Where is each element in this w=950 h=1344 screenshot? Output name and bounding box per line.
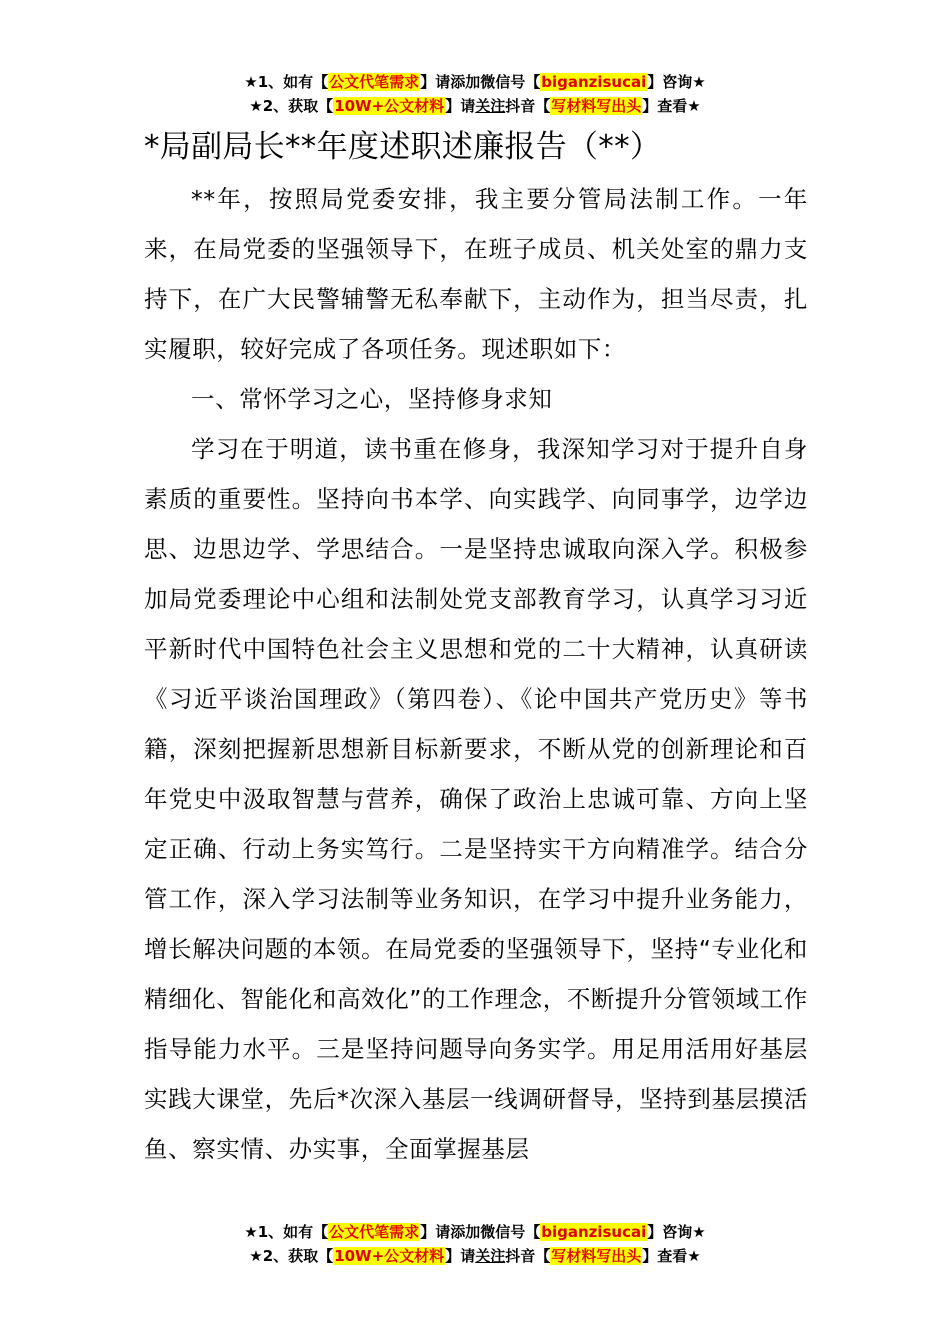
promo-text: 】请添加微信号【 (420, 1223, 541, 1241)
promo-text: ★1、如有【 (244, 1223, 329, 1241)
promo-line-2 (0, 94, 950, 118)
promo-text: 】请 (445, 1247, 476, 1265)
promo-banner-top (0, 70, 950, 118)
promo-highlight-wechat: biganzisucai (541, 1223, 647, 1241)
promo-line-1 (0, 1220, 950, 1244)
promo-underlined-text: 关注 (475, 97, 506, 115)
promo-text: ★2、获取【 (249, 1247, 334, 1265)
promo-highlight: 公文代笔需求 (329, 1223, 420, 1241)
body-paragraph: 学习在于明道，读书重在修身，我深知学习对于提升自身素质的重要性。坚持向书本学、向实践学、向同事学，边学边思、边思边学、学思结合。一是坚持忠诚取向深入学。积极参加局党委理论中心组和法制处党支部教育学习，认真学习习近平新时代中国特色社会主义思想和党的二十大精神，认真研读《习近平谈治国理政》（第四卷）、《论中国共产党历史》等书籍，深刻把握新思想新目标新要求，不断从党的创新理论和百年党史中汲取智慧与营养，确保了政治上忠诚可靠、方向上坚定正确、行动上务实笃行。二是坚持实干方向精准学。结合分管工作，深入学习法制等业务知识，在学习中提升业务能力，增长解决问题的本领。在局党委的坚强领导下，坚持“专业化和精细化、智能化和高效化”的工作理念，不断提升分管领域工作指导能力水平。三是坚持问题导向务实学。用足用活用好基层实践大课堂，先后*次深入基层一线调研督导，坚持到基层摸活鱼、察实情、办实事，全面掌握基层 (144, 435, 808, 1163)
promo-text: 抖音【 (505, 97, 551, 115)
promo-text: 】查看★ (642, 97, 701, 115)
promo-highlight-wechat: biganzisucai (541, 73, 647, 91)
promo-line-1 (0, 70, 950, 94)
promo-highlight: 公文代笔需求 (329, 73, 420, 91)
promo-text: ★1、如有【 (244, 73, 329, 91)
promo-highlight-douyin: 写材料写出头 (551, 97, 642, 115)
promo-highlight: 10W+公文材料 (334, 97, 445, 115)
document-title: *局副局长**年度述职述廉报告（**） (144, 129, 662, 165)
promo-banner-bottom (0, 1220, 950, 1268)
promo-highlight: 10W+公文材料 (334, 1247, 445, 1265)
promo-line-2 (0, 1244, 950, 1268)
promo-text: 】请添加微信号【 (420, 73, 541, 91)
promo-text: 】请 (445, 97, 476, 115)
promo-highlight-douyin: 写材料写出头 (551, 1247, 642, 1265)
intro-paragraph: **年，按照局党委安排，我主要分管局法制工作。一年来，在局党委的坚强领导下，在班子成员、机关处室的鼎力支持下，在广大民警辅警无私奉献下，主动作为，担当尽责，扎实履职，较好完成了各项任务。现述职如下： (144, 185, 808, 363)
promo-text: 】咨询★ (647, 73, 706, 91)
section-heading: 一、常怀学习之心，坚持修身求知 (191, 385, 553, 413)
document-body (144, 120, 808, 1174)
promo-text: 抖音【 (505, 1247, 551, 1265)
promo-underlined-text: 关注 (475, 1247, 506, 1265)
promo-text: ★2、获取【 (249, 97, 334, 115)
promo-text: 】咨询★ (647, 1223, 706, 1241)
promo-text: 】查看★ (642, 1247, 701, 1265)
